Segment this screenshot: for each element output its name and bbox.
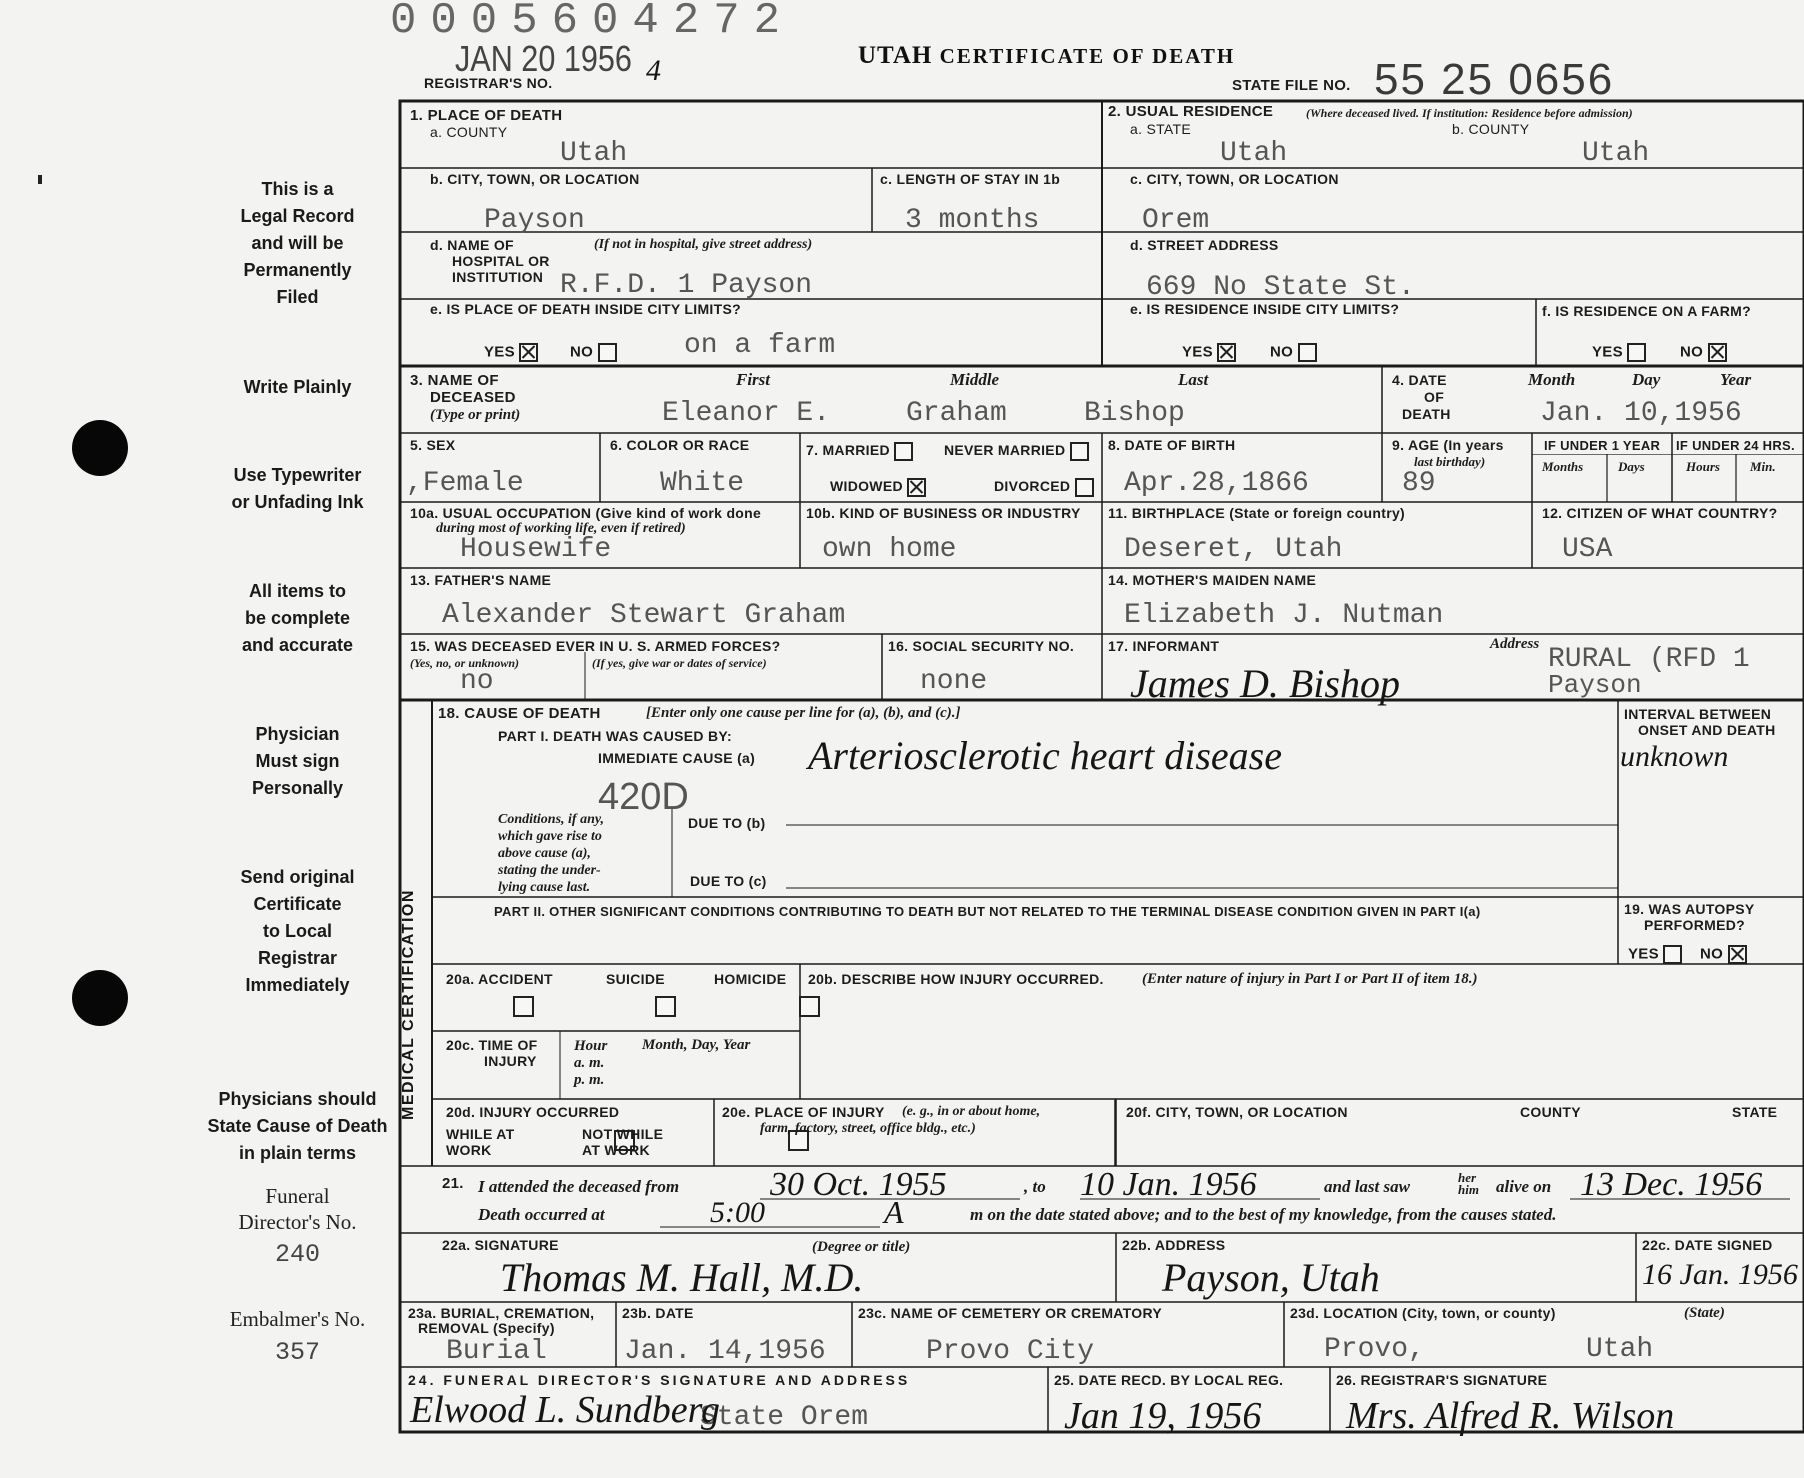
label-alive-on: alive on	[1496, 1177, 1552, 1196]
label-type-or-print: (Type or print)	[430, 407, 521, 423]
send-line-5: Immediately	[245, 975, 350, 995]
hour-label: Hour	[574, 1038, 608, 1054]
label-usual-residence: 2. USUAL RESIDENCE	[1108, 103, 1274, 120]
label-describe-note: (Enter nature of injury in Part I or Part II of item 18.)	[1142, 971, 1478, 987]
items-line-1: All items to	[248, 581, 346, 601]
label-on-date-stated: m on the date stated above; and to the best of my knowledge, from the causes stated.	[970, 1205, 1557, 1224]
value-death-time: 5:00	[710, 1196, 765, 1229]
value-city: Payson	[484, 205, 585, 236]
label-date-of-death-1: 4. DATE	[1392, 372, 1447, 388]
state-file-number: 55 25 0656	[1374, 55, 1615, 104]
label-cause-note: [Enter only one cause per line for (a), (b), and (c).]	[646, 705, 961, 721]
death-inside-city-no[interactable]	[570, 343, 617, 362]
value-street: 669 No State St.	[1146, 272, 1415, 303]
legal-line-4: Permanently	[243, 260, 352, 280]
label-citizen: 12. CITIZEN OF WHAT COUNTRY?	[1542, 505, 1778, 521]
label-funeral-director-24: 24. FUNERAL DIRECTOR'S SIGNATURE AND ADDRESS	[408, 1372, 911, 1388]
no-label: NO	[1700, 945, 1724, 963]
checkbox-res-city-yes[interactable]	[1217, 343, 1236, 362]
value-sex: ,Female	[406, 468, 524, 499]
label-state-a: a. STATE	[1130, 121, 1192, 137]
pm-label: p. m.	[574, 1072, 605, 1088]
label-inside-city: e. IS PLACE OF DEATH INSIDE CITY LIMITS?	[430, 301, 741, 317]
label-min: Min.	[1750, 459, 1776, 474]
label-first: First	[736, 370, 771, 389]
embalmer-no-label: Embalmer's No.	[229, 1307, 366, 1331]
label-accident: 20a. ACCIDENT	[446, 971, 553, 987]
label-res-inside-city: e. IS RESIDENCE INSIDE CITY LIMITS?	[1130, 301, 1400, 317]
value-father: Alexander Stewart Graham	[442, 600, 846, 631]
physician-line-1: Physician	[255, 724, 340, 744]
label-color-race: 6. COLOR OR RACE	[610, 437, 750, 453]
label-place-of-death: 1. PLACE OF DEATH	[410, 107, 563, 124]
funeral-director-no: 240	[274, 1240, 320, 1269]
checkbox-never-married[interactable]	[1070, 442, 1089, 461]
label-attended-from: I attended the deceased from	[478, 1177, 680, 1196]
label-deceased: DECEASED	[430, 389, 516, 406]
label-age-2: last birthday)	[1414, 454, 1486, 469]
label-usual-residence-note: (Where deceased lived. If institution: Residence before admission)	[1306, 106, 1633, 120]
age-subgrid	[1532, 454, 1804, 502]
value-res-state: Utah	[1220, 138, 1288, 169]
divorced-option[interactable]	[994, 478, 1094, 497]
label-length-of-stay: c. LENGTH OF STAY IN 1b	[880, 171, 1061, 187]
send-line-3: to Local	[262, 921, 332, 941]
send-line-4: Registrar	[257, 948, 338, 968]
checkbox-autopsy-yes[interactable]	[1663, 945, 1682, 964]
value-first-name: Eleanor E.	[662, 398, 831, 429]
label-cause-of-death: 18. CAUSE OF DEATH	[438, 705, 601, 722]
label-describe-injury: 20b. DESCRIBE HOW INJURY OCCURRED.	[808, 971, 1104, 987]
value-alive-on: 13 Dec. 1956	[1580, 1166, 1763, 1203]
label-city-20f: 20f. CITY, TOWN, OR LOCATION	[1126, 1104, 1348, 1120]
label-place-note-2: farm, factory, street, office bldg., etc.)	[760, 1121, 976, 1136]
checkbox-death-city-yes[interactable]	[519, 343, 538, 362]
medical-certification-label: MEDICAL CERTIFICATION	[400, 889, 417, 1120]
value-location-city: Provo,	[1324, 1334, 1425, 1365]
married-option[interactable]	[806, 442, 913, 461]
value-birthplace: Deseret, Utah	[1124, 534, 1343, 565]
autopsy-line-1: 19. WAS AUTOPSY	[1624, 901, 1755, 917]
value-date-signed: 16 Jan. 1956	[1642, 1258, 1798, 1291]
label-informant: 17. INFORMANT	[1108, 638, 1220, 654]
label-place-of-injury: 20e. PLACE OF INJURY	[722, 1104, 885, 1120]
value-res-city: Orem	[1142, 205, 1210, 236]
widowed-label: WIDOWED	[830, 478, 903, 495]
widowed-option[interactable]	[830, 478, 926, 497]
title-state: UTAH	[858, 42, 933, 69]
value-middle-name: Graham	[906, 398, 1007, 429]
value-date-recd: Jan 19, 1956	[1064, 1395, 1262, 1437]
value-ssn: none	[920, 666, 988, 697]
label-due-to-b: DUE TO (b)	[688, 815, 766, 831]
label-registrar-26: 26. REGISTRAR'S SIGNATURE	[1336, 1372, 1548, 1388]
value-length-of-stay: 3 months	[905, 205, 1040, 236]
send-line-1: Send original	[240, 867, 355, 887]
label-date-23b: 23b. DATE	[622, 1305, 694, 1321]
label-date-signed: 22c. DATE SIGNED	[1642, 1237, 1773, 1253]
value-hospital: R.F.D. 1 Payson	[560, 270, 813, 301]
serial-number: 0005604272	[390, 0, 795, 46]
conditions-line-2: which gave rise to	[498, 829, 602, 844]
physicians-line-3: in plain terms	[238, 1143, 357, 1163]
value-location-state: Utah	[1586, 1334, 1654, 1365]
value-res-county: Utah	[1582, 138, 1650, 169]
label-address-22b: 22b. ADDRESS	[1122, 1237, 1226, 1253]
conditions-line-3: above cause (a),	[498, 846, 591, 861]
value-am-pm: A	[884, 1194, 904, 1230]
label-hospital-note: (If not in hospital, give street address)	[594, 237, 813, 252]
death-inside-city-yes[interactable]	[484, 343, 538, 362]
value-age: 89	[1402, 468, 1436, 499]
while-line-1: WHILE AT	[446, 1126, 515, 1142]
value-county: Utah	[560, 138, 628, 169]
physician-signature: Thomas M. Hall, M.D.	[500, 1255, 864, 1300]
value-attended-from: 30 Oct. 1955	[770, 1166, 947, 1203]
funeral-label-line-2: Director's No.	[238, 1210, 357, 1234]
value-mother: Elizabeth J. Nutman	[1124, 600, 1444, 631]
label-age-1: 9. AGE (In years	[1392, 437, 1504, 453]
label-homicide: HOMICIDE	[714, 971, 787, 987]
label-attended-to: , to	[1024, 1177, 1046, 1196]
label-date-recd-25: 25. DATE RECD. BY LOCAL REG.	[1054, 1372, 1284, 1388]
burial-line-1: 23a. BURIAL, CREMATION,	[408, 1305, 595, 1321]
label-middle: Middle	[950, 370, 1000, 389]
conditions-line-1: Conditions, if any,	[498, 812, 605, 827]
value-funeral-address: State Orem	[700, 1402, 869, 1433]
value-attended-to: 10 Jan. 1956	[1080, 1166, 1257, 1203]
checkbox-married[interactable]	[894, 442, 913, 461]
value-burial-date: Jan. 14,1956	[624, 1336, 826, 1367]
label-county-20f: COUNTY	[1520, 1104, 1581, 1120]
label-days: Days	[1618, 459, 1645, 474]
label-injury-occurred: 20d. INJURY OCCURRED	[446, 1104, 620, 1120]
am-label: a. m.	[574, 1055, 605, 1071]
not-while-line-1: NOT WHILE	[582, 1126, 664, 1142]
label-hospital-1: d. NAME OF	[430, 237, 514, 253]
label-birthplace: 11. BIRTHPLACE (State or foreign country)	[1108, 505, 1405, 521]
physicians-line-2: State Cause of Death	[207, 1116, 388, 1136]
label-degree: (Degree or title)	[812, 1239, 911, 1255]
checkbox-autopsy-no[interactable]	[1728, 945, 1747, 964]
funeral-director-signature: Elwood L. Sundberg	[410, 1389, 720, 1431]
value-burial: Burial	[446, 1336, 547, 1367]
label-hour-am-pm	[574, 1038, 607, 1089]
label-under-1-year: IF UNDER 1 YEAR	[1544, 438, 1661, 453]
value-dob: Apr.28,1866	[1124, 468, 1309, 499]
label-location-23d: 23d. LOCATION (City, town, or county)	[1290, 1305, 1556, 1321]
label-place-note-1: (e. g., in or about home,	[902, 1104, 1041, 1119]
label-her-him	[1458, 1172, 1479, 1196]
checkbox-res-city-no[interactable]	[1298, 343, 1317, 362]
yes-label: YES	[1628, 945, 1659, 963]
items-line-2: be complete	[244, 608, 351, 628]
yes-label: YES	[484, 343, 515, 361]
funeral-label-line-1: Funeral	[265, 1184, 330, 1208]
conditions-line-5: lying cause last.	[498, 880, 591, 895]
physicians-line-1: Physicians should	[218, 1089, 377, 1109]
value-citizen: USA	[1562, 534, 1613, 565]
label-under-24-hrs: IF UNDER 24 HRS.	[1676, 438, 1795, 453]
value-informant-address-1: RURAL (RFD 1	[1548, 644, 1750, 675]
interval-line-2: ONSET AND DEATH	[1638, 722, 1776, 738]
her-label: her	[1458, 1170, 1477, 1185]
label-autopsy	[1624, 901, 1755, 933]
label-res-farm: f. IS RESIDENCE ON A FARM?	[1542, 303, 1751, 319]
yes-label: YES	[1592, 343, 1623, 361]
label-month: Month	[1528, 370, 1576, 389]
res-inside-city-yes[interactable]	[1182, 343, 1236, 362]
label-hours: Hours	[1686, 459, 1720, 474]
label-date-of-death-2: OF	[1424, 389, 1445, 405]
label-armed-forces: 15. WAS DECEASED EVER IN U. S. ARMED FORCES?	[410, 638, 781, 654]
value-interval: unknown	[1620, 740, 1729, 773]
value-last-name: Bishop	[1084, 398, 1185, 429]
checkbox-widowed[interactable]	[907, 478, 926, 497]
embalmer-no: 357	[274, 1338, 320, 1367]
label-last: Last	[1178, 370, 1209, 389]
items-line-3: and accurate	[241, 635, 354, 655]
label-hospital-3: INSTITUTION	[452, 269, 544, 285]
res-farm-yes[interactable]	[1592, 343, 1646, 362]
registrars-no-value: 4	[646, 54, 661, 87]
typewriter-line-2: or Unfading Ink	[231, 492, 364, 512]
label-dob: 8. DATE OF BIRTH	[1108, 437, 1236, 453]
label-while-at-work	[446, 1126, 515, 1158]
label-last-saw: and last saw	[1324, 1177, 1410, 1196]
label-father: 13. FATHER'S NAME	[410, 572, 552, 588]
registrars-no-label: REGISTRAR'S NO.	[424, 75, 553, 91]
label-name-of: 3. NAME OF	[410, 372, 499, 389]
value-informant-address-2: Payson	[1548, 670, 1642, 700]
legal-line-1: This is a	[261, 179, 334, 199]
value-on-a-farm: on a farm	[684, 330, 836, 361]
value-race: White	[660, 468, 745, 499]
divorced-label: DIVORCED	[994, 478, 1071, 495]
label-ssn: 16. SOCIAL SECURITY NO.	[888, 638, 1075, 654]
married-label: 7. MARRIED	[806, 442, 890, 459]
never-married-option[interactable]	[944, 442, 1089, 461]
label-res-city: c. CITY, TOWN, OR LOCATION	[1130, 171, 1339, 187]
label-armed-yes-no: (Yes, no, or unknown)	[410, 656, 520, 670]
label-business: 10b. KIND OF BUSINESS OR INDUSTRY	[806, 505, 1081, 521]
checkbox-homicide[interactable]	[799, 996, 820, 1017]
conditions-line-4: stating the under-	[498, 863, 601, 878]
autopsy-no[interactable]	[1700, 945, 1747, 964]
value-physician-address: Payson, Utah	[1162, 1255, 1380, 1300]
label-city-b: b. CITY, TOWN, OR LOCATION	[430, 171, 640, 187]
label-month-day-year: Month, Day, Year	[642, 1037, 751, 1053]
checkbox-suicide[interactable]	[655, 996, 676, 1017]
legal-line-2: Legal Record	[240, 206, 355, 226]
label-conditions	[498, 811, 604, 896]
label-due-to-c: DUE TO (c)	[690, 873, 767, 889]
physician-line-3: Personally	[251, 778, 344, 798]
autopsy-line-2: PERFORMED?	[1644, 917, 1745, 933]
label-county-a: a. COUNTY	[430, 124, 508, 140]
state-file-label: STATE FILE NO.	[1232, 77, 1351, 94]
label-county-b: b. COUNTY	[1452, 121, 1530, 137]
never-married-label: NEVER MARRIED	[944, 442, 1066, 459]
res-inside-city-no[interactable]	[1270, 343, 1317, 362]
label-state-paren: (State)	[1684, 1305, 1725, 1321]
value-cemetery: Provo City	[926, 1336, 1095, 1367]
label-death-occurred: Death occurred at	[478, 1205, 605, 1224]
label-mother: 14. MOTHER'S MAIDEN NAME	[1108, 572, 1317, 588]
injury-place-divider	[1114, 1099, 1118, 1166]
him-label: him	[1458, 1182, 1479, 1197]
value-occupation: Housewife	[460, 534, 612, 565]
value-date-of-death: Jan. 10,1956	[1540, 398, 1742, 429]
label-21: 21.	[442, 1175, 464, 1192]
label-date-of-death-3: DEATH	[1402, 406, 1451, 422]
label-interval	[1624, 706, 1776, 738]
label-part-2: PART II. OTHER SIGNIFICANT CONDITIONS CONTRIBUTING TO DEATH BUT NOT RELATED TO THE TERMINAL DISEASE CONDITION GIVEN IN PART I(a)	[494, 904, 1481, 919]
typewriter-line-1: Use Typewriter	[233, 465, 362, 485]
not-while-line-2: AT WORK	[582, 1142, 650, 1158]
label-hospital-2: HOSPITAL OR	[452, 253, 550, 269]
value-cause-code: 420D	[598, 776, 689, 818]
send-line-2: Certificate	[253, 894, 342, 914]
label-armed-dates: (If yes, give war or dates of service)	[592, 656, 767, 670]
interval-line-1: INTERVAL BETWEEN	[1624, 706, 1772, 722]
title-certificate: CERTIFICATE OF DEATH	[939, 44, 1236, 68]
label-state-20f: STATE	[1732, 1104, 1778, 1120]
value-cause-a: Arteriosclerotic heart disease	[808, 733, 1282, 778]
label-sex: 5. SEX	[410, 437, 456, 453]
label-months: Months	[1542, 459, 1584, 474]
burial-line-2: REMOVAL (Specify)	[418, 1320, 555, 1336]
label-immediate-cause: IMMEDIATE CAUSE (a)	[598, 750, 756, 766]
while-line-2: WORK	[446, 1142, 492, 1158]
informant-signature: James D. Bishop	[1130, 661, 1400, 706]
label-signature-22a: 22a. SIGNATURE	[442, 1237, 559, 1253]
checkbox-farm-no[interactable]	[1708, 343, 1727, 362]
physician-line-2: Must sign	[255, 751, 340, 771]
label-time-of-injury-1: 20c. TIME OF	[446, 1037, 538, 1053]
label-street: d. STREET ADDRESS	[1130, 237, 1279, 253]
registrar-signature: Mrs. Alfred R. Wilson	[1346, 1395, 1675, 1437]
value-business: own home	[822, 534, 957, 565]
yes-label: YES	[1182, 343, 1213, 361]
autopsy-yes[interactable]	[1628, 945, 1682, 964]
checkbox-divorced[interactable]	[1075, 478, 1094, 497]
value-armed-forces: no	[460, 666, 494, 697]
label-day: Day	[1632, 370, 1661, 389]
checkbox-accident[interactable]	[513, 996, 534, 1017]
checkbox-farm-yes[interactable]	[1627, 343, 1646, 362]
legal-line-3: and will be	[251, 233, 344, 253]
checkbox-death-city-no[interactable]	[598, 343, 617, 362]
legal-line-5: Filed	[276, 287, 319, 307]
res-farm-no[interactable]	[1680, 343, 1727, 362]
no-label: NO	[1270, 343, 1294, 361]
write-plainly-note: Write Plainly	[243, 377, 352, 397]
label-burial-23a	[408, 1306, 594, 1336]
armed-divider	[584, 652, 588, 700]
label-part-1: PART I. DEATH WAS CAUSED BY:	[498, 728, 732, 744]
label-time-of-injury-2: INJURY	[484, 1053, 537, 1069]
label-cemetery-23c: 23c. NAME OF CEMETERY OR CREMATORY	[858, 1305, 1162, 1321]
label-year: Year	[1720, 370, 1752, 389]
no-label: NO	[570, 343, 594, 361]
no-label: NO	[1680, 343, 1704, 361]
label-occupation-1: 10a. USUAL OCCUPATION (Give kind of work done	[410, 505, 762, 521]
label-not-while-at-work	[582, 1126, 663, 1158]
label-suicide: SUICIDE	[606, 971, 665, 987]
label-informant-address: Address	[1490, 636, 1540, 652]
received-date-stamp: JAN 20 1956	[455, 38, 632, 79]
label-occupation-2: during most of working life, even if retired)	[436, 521, 686, 536]
